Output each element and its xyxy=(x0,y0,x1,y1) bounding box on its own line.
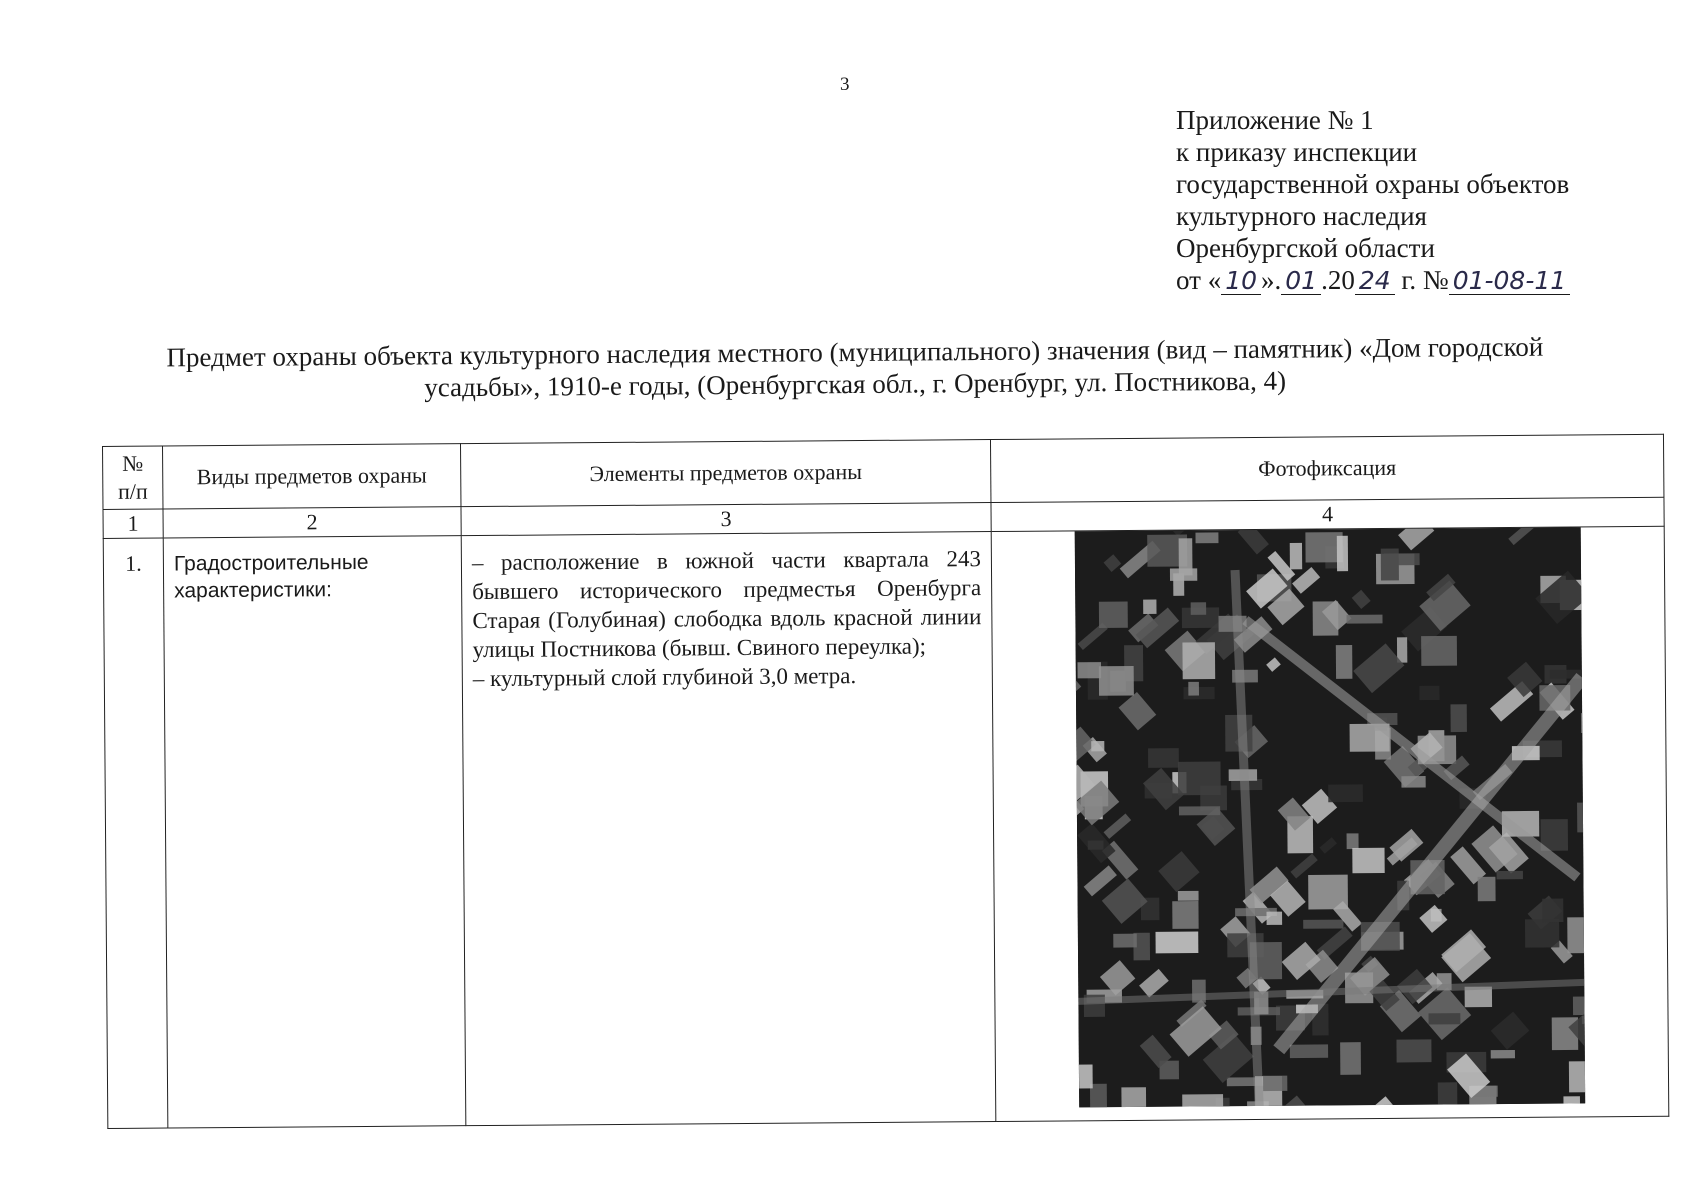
column-number: 2 xyxy=(163,507,461,538)
aerial-photo-image xyxy=(1075,527,1586,1107)
appendix-block xyxy=(1176,104,1570,296)
appendix-line: Приложение № 1 xyxy=(1176,105,1374,135)
header-elements: Элементы предметов охраны xyxy=(460,440,990,507)
order-prefix: от « xyxy=(1176,265,1222,295)
photo-cell xyxy=(991,526,1669,1121)
column-number: 3 xyxy=(461,503,991,536)
column-number: 1 xyxy=(103,509,163,538)
order-sep: ». xyxy=(1261,265,1282,295)
order-month-handwritten: 01 xyxy=(1281,268,1321,295)
element-item: – культурный слой глубиной 3,0 метра. xyxy=(472,663,857,692)
order-date-number xyxy=(1176,264,1570,296)
order-day-handwritten: 10 xyxy=(1221,268,1261,295)
appendix-line: культурного наследия xyxy=(1176,201,1427,231)
order-number-handwritten: 01-08-11 xyxy=(1449,268,1570,295)
order-sep: .20 xyxy=(1321,265,1355,295)
column-number: 4 xyxy=(991,497,1664,531)
document-title: Предмет охраны объекта культурного наследия местного (муниципального) значения (вид – памятник) «Дом городской усадьбы», 1910-е годы, (Оренбургская обл., г. Оренбург, ул. Постникова, 4) xyxy=(166,331,1544,403)
order-year-handwritten: 24 xyxy=(1355,268,1395,295)
page-number: 3 xyxy=(840,74,850,95)
appendix-line: к приказу инспекции xyxy=(1176,137,1418,167)
element-item: – расположение в южной части квартала 243 бывшего исторического предместья Оренбурга Старая (Голубиная) слободка вдоль красной линии улицы Постникова (бывш. Свиного переулка); xyxy=(471,546,982,663)
header-num: № п/п xyxy=(103,446,163,509)
row-number: 1. xyxy=(103,538,168,1128)
protection-table xyxy=(102,434,1669,1129)
appendix-line: Оренбургской области xyxy=(1176,233,1435,263)
appendix-line: государственной охраны объектов xyxy=(1176,169,1570,199)
header-photo: Фотофиксация xyxy=(990,434,1663,502)
aerial-photo xyxy=(1075,527,1586,1107)
protection-elements xyxy=(461,532,996,1126)
header-types: Виды предметов охраны xyxy=(163,444,461,509)
protection-type: Градостроительные характеристики: xyxy=(163,536,466,1128)
order-suffix: г. № xyxy=(1394,265,1449,295)
